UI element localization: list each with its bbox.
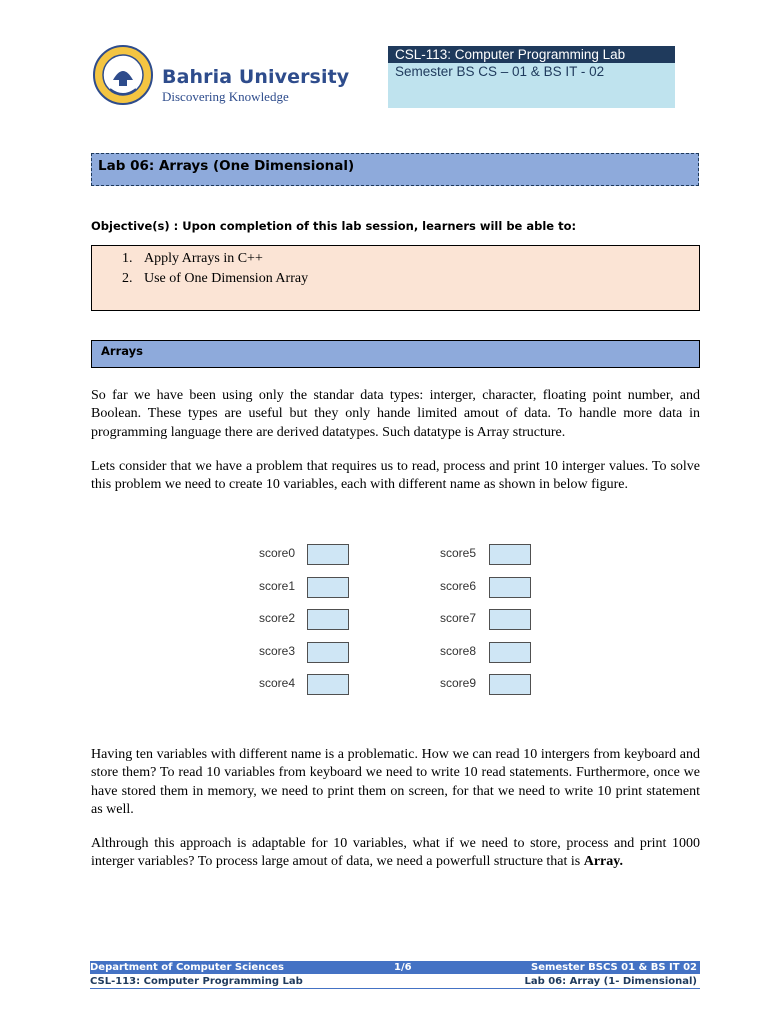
university-logo [92,44,350,112]
university-seal-icon [92,44,154,106]
course-title: CSL-113: Computer Programming Lab [388,46,675,63]
footer-bar [90,961,700,974]
variable-box [489,544,531,565]
lab-title-bar [91,153,699,186]
variable-label: score9 [440,676,477,690]
semester-text: Semester BS CS – 01 & BS IT - 02 [395,64,605,79]
objective-heading: Objective(s) : Upon completion of this lab session, learners will be able to: [91,219,577,233]
section-title-bar [91,340,700,368]
brand-name: Bahria University [162,66,350,88]
footer-lab: Lab 06: Array (1- Dimensional) [524,976,697,987]
variable-box [489,577,531,598]
variable-box [307,642,349,663]
objectives-box [91,245,700,311]
objective-text: Apply Arrays in C++ [144,251,263,266]
paragraph-text: Althrough this approach is adaptable for 10 variables, what if we need to store, process and print 1000 interger variables? To process large amout of data, we need a powerfull structure that is [91,836,700,870]
variable-label: score2 [259,611,296,625]
variable-box [489,642,531,663]
objective-number: 2. [122,271,133,286]
paragraph [91,835,700,872]
section-title: Arrays [101,344,143,358]
variable-label: score6 [440,579,477,593]
variable-label: score3 [259,644,296,658]
variable-box [489,674,531,695]
paragraph: So far we have been using only the standar data types: interger, character, floating point number, and Boolean. These types are useful but they only hande limited amout of data. To handle more data in programming language there are derived datatypes. Such datatype is Array structure. [91,388,700,440]
footer-department: Department of Computer Sciences [90,962,284,973]
variable-box [307,674,349,695]
objective-item [122,271,308,287]
lab-title: Lab 06: Arrays (One Dimensional) [98,158,355,174]
variable-label: score0 [259,546,296,560]
objective-text: Use of One Dimension Array [144,271,309,286]
paragraph: Lets consider that we have a problem that requires us to read, process and print 10 interger values. To solve this problem we need to create 10 variables, each with different name as shown in below figure. [91,459,700,493]
paragraph: Having ten variables with different name is a problematic. How we can read 10 intergers from keyboard and store them? To read 10 variables from keyboard we need to write 10 read statements. Furthermore, once we have stored them in memory, we need to print them on screen, for that we need to write 10 print statement as well. [91,747,700,817]
variable-label: score1 [259,579,296,593]
objective-item [122,251,263,267]
objective-number: 1. [122,251,133,266]
variable-label: score8 [440,644,477,658]
paragraph-emphasis: Array. [583,854,623,870]
variable-box [307,544,349,565]
footer-page-number: 1/6 [394,962,412,973]
variable-label: score7 [440,611,477,625]
footer-line [90,975,700,989]
variable-box [489,609,531,630]
footer-semester: Semester BSCS 01 & BS IT 02 [531,962,697,973]
variable-label: score4 [259,676,296,690]
variable-box [307,609,349,630]
variable-box [307,577,349,598]
course-info-box [388,46,675,108]
footer-course: CSL-113: Computer Programming Lab [90,976,303,987]
variable-label: score5 [440,546,477,560]
brand-tagline: Discovering Knowledge [162,89,289,104]
